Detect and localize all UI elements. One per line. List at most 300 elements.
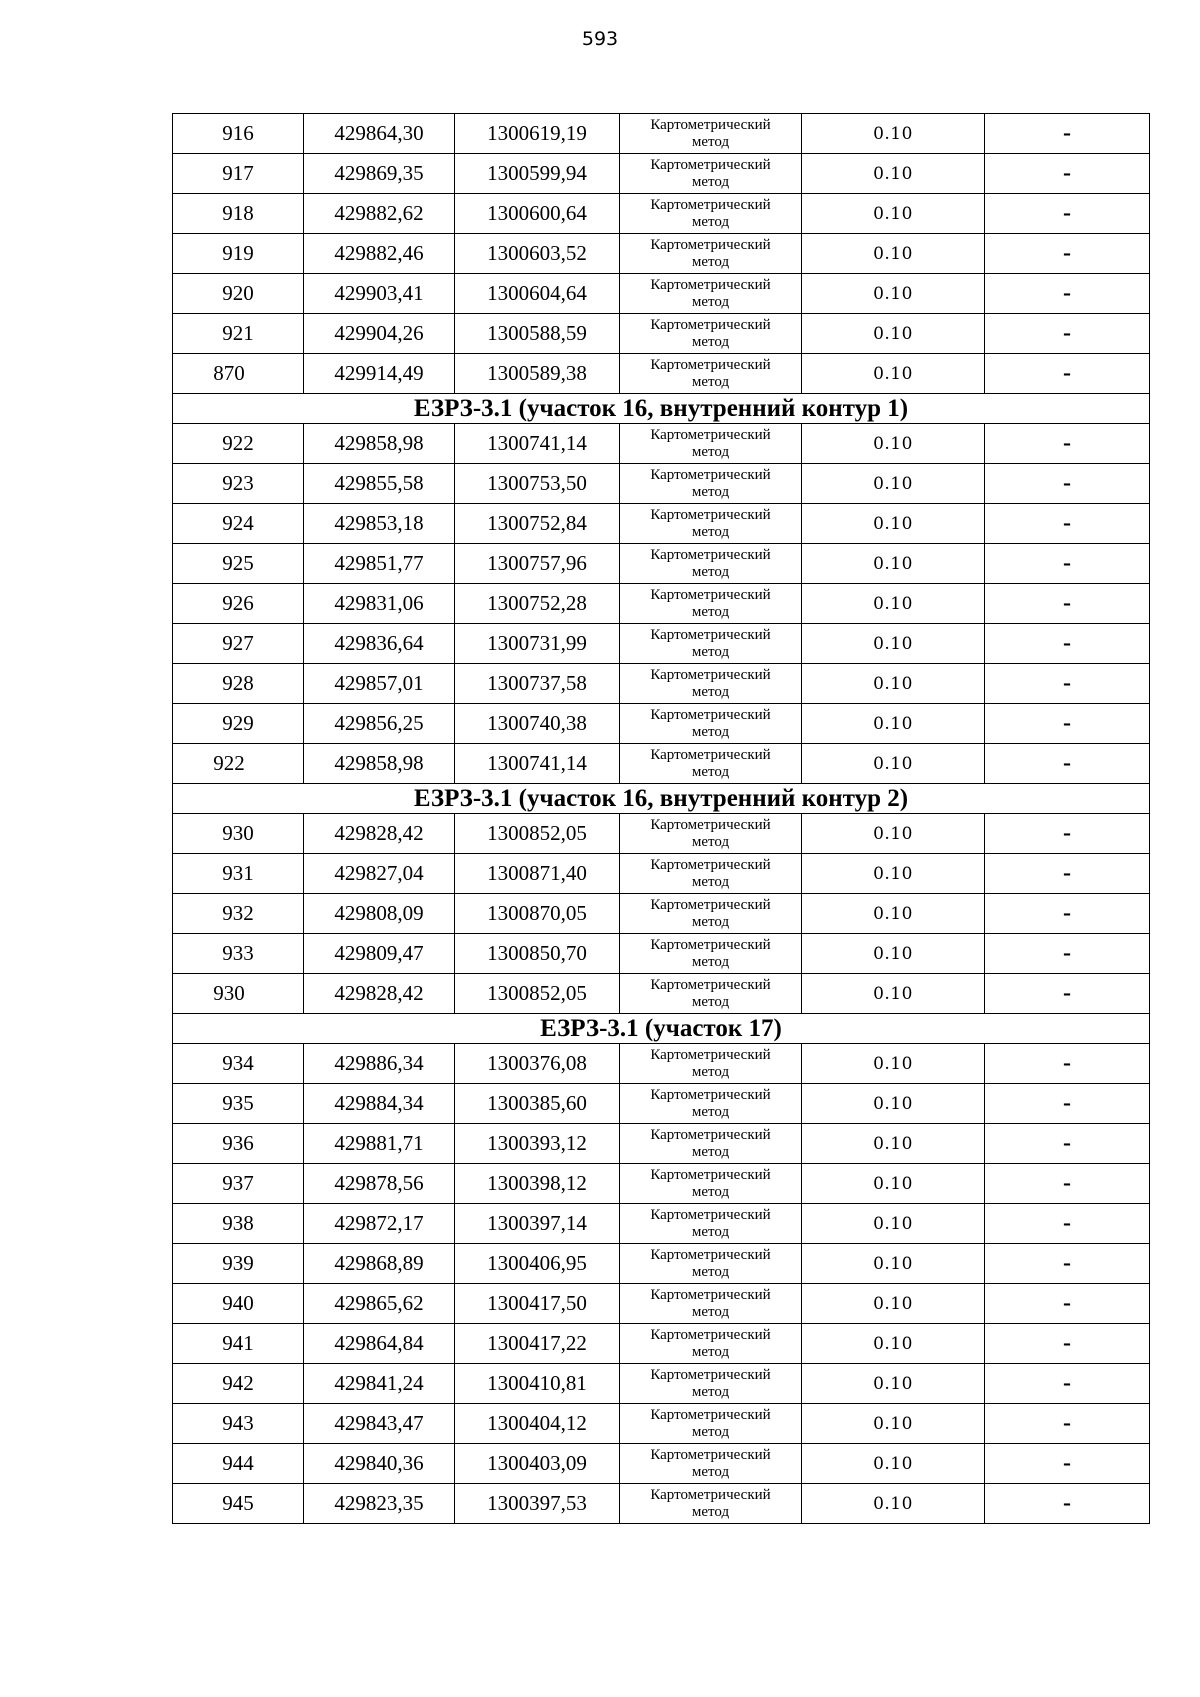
y-coordinate-cell: 1300741,14	[455, 744, 620, 784]
accuracy-cell: 0.10	[802, 584, 985, 624]
x-coordinate-cell: 429882,46	[304, 234, 455, 274]
point-number-cell: 925	[173, 544, 304, 584]
note-cell: -	[985, 854, 1150, 894]
method-line-1: Картометрический	[650, 236, 771, 253]
accuracy-cell: 0.10	[802, 664, 985, 704]
y-coordinate-cell: 1300870,05	[455, 894, 620, 934]
y-coordinate-cell: 1300404,12	[455, 1404, 620, 1444]
method-line-1: Картометрический	[650, 546, 771, 563]
accuracy-cell: 0.10	[802, 974, 985, 1014]
method-cell	[620, 1404, 802, 1444]
method-cell	[620, 744, 802, 784]
method-line-1: Картометрический	[650, 506, 771, 523]
note-cell: -	[985, 274, 1150, 314]
table-row	[173, 1364, 1150, 1404]
accuracy-cell: 0.10	[802, 114, 985, 154]
method-line-1: Картометрический	[650, 1366, 771, 1383]
point-number-cell: 924	[173, 504, 304, 544]
accuracy-cell: 0.10	[802, 1284, 985, 1324]
y-coordinate-cell: 1300589,38	[455, 354, 620, 394]
method-line-2: метод	[691, 683, 730, 700]
method-cell	[620, 114, 802, 154]
method-line-1: Картометрический	[650, 746, 771, 763]
method-cell	[620, 354, 802, 394]
table-row	[173, 934, 1150, 974]
method-line-2: метод	[691, 993, 730, 1010]
x-coordinate-cell: 429827,04	[304, 854, 455, 894]
method-cell	[620, 274, 802, 314]
x-coordinate-cell: 429836,64	[304, 624, 455, 664]
point-number-cell: 920	[173, 274, 304, 314]
method-line-2: метод	[691, 173, 730, 190]
method-line-2: метод	[691, 1343, 730, 1360]
point-number-cell: 944	[173, 1444, 304, 1484]
method-line-1: Картометрический	[650, 1206, 771, 1223]
method-line-2: метод	[691, 833, 730, 850]
point-number-cell: 870	[173, 354, 304, 394]
method-line-1: Картометрический	[650, 1446, 771, 1463]
method-cell	[620, 544, 802, 584]
accuracy-cell: 0.10	[802, 354, 985, 394]
table-row	[173, 314, 1150, 354]
method-cell	[620, 624, 802, 664]
table-row	[173, 354, 1150, 394]
note-cell: -	[985, 504, 1150, 544]
method-line-1: Картометрический	[650, 316, 771, 333]
method-cell	[620, 1204, 802, 1244]
note-cell: -	[985, 314, 1150, 354]
y-coordinate-cell: 1300852,05	[455, 814, 620, 854]
accuracy-cell: 0.10	[802, 1084, 985, 1124]
x-coordinate-cell: 429865,62	[304, 1284, 455, 1324]
accuracy-cell: 0.10	[802, 154, 985, 194]
x-coordinate-cell: 429851,77	[304, 544, 455, 584]
method-line-1: Картометрический	[650, 426, 771, 443]
method-line-2: метод	[691, 953, 730, 970]
table-row	[173, 624, 1150, 664]
method-cell	[620, 424, 802, 464]
note-cell: -	[985, 584, 1150, 624]
note-cell: -	[985, 1364, 1150, 1404]
table-row	[173, 234, 1150, 274]
method-line-2: метод	[691, 763, 730, 780]
method-line-1: Картометрический	[650, 976, 771, 993]
table-row	[173, 154, 1150, 194]
method-cell	[620, 1364, 802, 1404]
coordinates-table-body	[173, 114, 1150, 1524]
y-coordinate-cell: 1300731,99	[455, 624, 620, 664]
y-coordinate-cell: 1300850,70	[455, 934, 620, 974]
note-cell: -	[985, 1324, 1150, 1364]
y-coordinate-cell: 1300752,84	[455, 504, 620, 544]
method-line-1: Картометрический	[650, 1126, 771, 1143]
x-coordinate-cell: 429808,09	[304, 894, 455, 934]
method-cell	[620, 584, 802, 624]
method-line-1: Картометрический	[650, 356, 771, 373]
method-cell	[620, 1484, 802, 1524]
note-cell: -	[985, 1484, 1150, 1524]
x-coordinate-cell: 429857,01	[304, 664, 455, 704]
method-line-1: Картометрический	[650, 1246, 771, 1263]
x-coordinate-cell: 429858,98	[304, 744, 455, 784]
method-line-1: Картометрический	[650, 1486, 771, 1503]
y-coordinate-cell: 1300398,12	[455, 1164, 620, 1204]
method-line-1: Картометрический	[650, 666, 771, 683]
method-line-1: Картометрический	[650, 1286, 771, 1303]
note-cell: -	[985, 1124, 1150, 1164]
method-line-2: метод	[691, 483, 730, 500]
section-header-row	[173, 394, 1150, 424]
x-coordinate-cell: 429881,71	[304, 1124, 455, 1164]
point-number-cell: 918	[173, 194, 304, 234]
y-coordinate-cell: 1300753,50	[455, 464, 620, 504]
accuracy-cell: 0.10	[802, 704, 985, 744]
point-number-cell: 917	[173, 154, 304, 194]
y-coordinate-cell: 1300871,40	[455, 854, 620, 894]
method-line-1: Картометрический	[650, 896, 771, 913]
table-row	[173, 464, 1150, 504]
note-cell: -	[985, 194, 1150, 234]
note-cell: -	[985, 1084, 1150, 1124]
y-coordinate-cell: 1300600,64	[455, 194, 620, 234]
method-line-1: Картометрический	[650, 856, 771, 873]
x-coordinate-cell: 429843,47	[304, 1404, 455, 1444]
method-cell	[620, 194, 802, 234]
x-coordinate-cell: 429868,89	[304, 1244, 455, 1284]
method-line-2: метод	[691, 1143, 730, 1160]
x-coordinate-cell: 429878,56	[304, 1164, 455, 1204]
table-row	[173, 664, 1150, 704]
method-cell	[620, 1084, 802, 1124]
point-number-cell: 943	[173, 1404, 304, 1444]
y-coordinate-cell: 1300397,14	[455, 1204, 620, 1244]
table-row	[173, 504, 1150, 544]
table-row	[173, 544, 1150, 584]
point-number-cell: 929	[173, 704, 304, 744]
method-line-1: Картометрический	[650, 1086, 771, 1103]
method-line-2: метод	[691, 293, 730, 310]
note-cell: -	[985, 664, 1150, 704]
accuracy-cell: 0.10	[802, 1484, 985, 1524]
coordinates-table	[172, 113, 1150, 1524]
method-line-2: метод	[691, 1103, 730, 1120]
method-line-1: Картометрический	[650, 1326, 771, 1343]
y-coordinate-cell: 1300588,59	[455, 314, 620, 354]
table-row	[173, 1044, 1150, 1084]
table-row	[173, 744, 1150, 784]
accuracy-cell: 0.10	[802, 504, 985, 544]
note-cell: -	[985, 744, 1150, 784]
note-cell: -	[985, 1444, 1150, 1484]
note-cell: -	[985, 894, 1150, 934]
y-coordinate-cell: 1300752,28	[455, 584, 620, 624]
accuracy-cell: 0.10	[802, 1124, 985, 1164]
note-cell: -	[985, 1284, 1150, 1324]
method-line-1: Картометрический	[650, 936, 771, 953]
method-line-2: метод	[691, 1463, 730, 1480]
method-line-2: метод	[691, 1383, 730, 1400]
table-row	[173, 1124, 1150, 1164]
method-cell	[620, 894, 802, 934]
accuracy-cell: 0.10	[802, 854, 985, 894]
y-coordinate-cell: 1300397,53	[455, 1484, 620, 1524]
method-line-1: Картометрический	[650, 1046, 771, 1063]
x-coordinate-cell: 429828,42	[304, 814, 455, 854]
x-coordinate-cell: 429864,84	[304, 1324, 455, 1364]
x-coordinate-cell: 429886,34	[304, 1044, 455, 1084]
method-line-2: метод	[691, 1263, 730, 1280]
x-coordinate-cell: 429856,25	[304, 704, 455, 744]
y-coordinate-cell: 1300410,81	[455, 1364, 620, 1404]
point-number-cell: 930	[173, 814, 304, 854]
y-coordinate-cell: 1300852,05	[455, 974, 620, 1014]
method-line-1: Картометрический	[650, 586, 771, 603]
method-cell	[620, 234, 802, 274]
y-coordinate-cell: 1300403,09	[455, 1444, 620, 1484]
table-row	[173, 974, 1150, 1014]
y-coordinate-cell: 1300599,94	[455, 154, 620, 194]
accuracy-cell: 0.10	[802, 1364, 985, 1404]
method-line-2: метод	[691, 563, 730, 580]
y-coordinate-cell: 1300376,08	[455, 1044, 620, 1084]
note-cell: -	[985, 704, 1150, 744]
section-header-row	[173, 1014, 1150, 1044]
x-coordinate-cell: 429809,47	[304, 934, 455, 974]
method-line-2: метод	[691, 1303, 730, 1320]
x-coordinate-cell: 429914,49	[304, 354, 455, 394]
method-line-2: метод	[691, 213, 730, 230]
table-row	[173, 1284, 1150, 1324]
section-header-row	[173, 784, 1150, 814]
method-line-1: Картометрический	[650, 116, 771, 133]
table-row	[173, 894, 1150, 934]
note-cell: -	[985, 1404, 1150, 1444]
method-line-2: метод	[691, 333, 730, 350]
accuracy-cell: 0.10	[802, 1324, 985, 1364]
method-line-2: метод	[691, 913, 730, 930]
x-coordinate-cell: 429903,41	[304, 274, 455, 314]
y-coordinate-cell: 1300619,19	[455, 114, 620, 154]
x-coordinate-cell: 429882,62	[304, 194, 455, 234]
point-number-cell: 936	[173, 1124, 304, 1164]
accuracy-cell: 0.10	[802, 1044, 985, 1084]
method-cell	[620, 934, 802, 974]
table-row	[173, 1244, 1150, 1284]
method-line-1: Картометрический	[650, 466, 771, 483]
table-row	[173, 814, 1150, 854]
method-cell	[620, 314, 802, 354]
y-coordinate-cell: 1300417,50	[455, 1284, 620, 1324]
note-cell: -	[985, 624, 1150, 664]
point-number-cell: 942	[173, 1364, 304, 1404]
x-coordinate-cell: 429823,35	[304, 1484, 455, 1524]
method-cell	[620, 664, 802, 704]
point-number-cell: 934	[173, 1044, 304, 1084]
accuracy-cell: 0.10	[802, 1244, 985, 1284]
method-cell	[620, 974, 802, 1014]
note-cell: -	[985, 234, 1150, 274]
accuracy-cell: 0.10	[802, 314, 985, 354]
note-cell: -	[985, 814, 1150, 854]
x-coordinate-cell: 429853,18	[304, 504, 455, 544]
accuracy-cell: 0.10	[802, 814, 985, 854]
method-cell	[620, 854, 802, 894]
method-cell	[620, 1124, 802, 1164]
table-row	[173, 1084, 1150, 1124]
point-number-cell: 923	[173, 464, 304, 504]
method-cell	[620, 1324, 802, 1364]
note-cell: -	[985, 1204, 1150, 1244]
method-line-1: Картометрический	[650, 156, 771, 173]
method-line-1: Картометрический	[650, 706, 771, 723]
x-coordinate-cell: 429864,30	[304, 114, 455, 154]
x-coordinate-cell: 429858,98	[304, 424, 455, 464]
y-coordinate-cell: 1300741,14	[455, 424, 620, 464]
accuracy-cell: 0.10	[802, 234, 985, 274]
point-number-cell: 940	[173, 1284, 304, 1324]
note-cell: -	[985, 464, 1150, 504]
method-cell	[620, 1444, 802, 1484]
x-coordinate-cell: 429840,36	[304, 1444, 455, 1484]
table-row	[173, 114, 1150, 154]
accuracy-cell: 0.10	[802, 424, 985, 464]
y-coordinate-cell: 1300604,64	[455, 274, 620, 314]
method-cell	[620, 1164, 802, 1204]
accuracy-cell: 0.10	[802, 1404, 985, 1444]
note-cell: -	[985, 974, 1150, 1014]
point-number-cell: 921	[173, 314, 304, 354]
y-coordinate-cell: 1300417,22	[455, 1324, 620, 1364]
point-number-cell: 939	[173, 1244, 304, 1284]
x-coordinate-cell: 429884,34	[304, 1084, 455, 1124]
method-line-2: метод	[691, 1223, 730, 1240]
table-row	[173, 274, 1150, 314]
method-line-2: метод	[691, 253, 730, 270]
accuracy-cell: 0.10	[802, 894, 985, 934]
table-row	[173, 1404, 1150, 1444]
method-cell	[620, 464, 802, 504]
table-row	[173, 584, 1150, 624]
point-number-cell: 926	[173, 584, 304, 624]
table-row	[173, 854, 1150, 894]
point-number-cell: 941	[173, 1324, 304, 1364]
point-number-cell: 930	[173, 974, 304, 1014]
accuracy-cell: 0.10	[802, 464, 985, 504]
point-number-cell: 927	[173, 624, 304, 664]
method-cell	[620, 1044, 802, 1084]
method-line-1: Картометрический	[650, 276, 771, 293]
y-coordinate-cell: 1300603,52	[455, 234, 620, 274]
table-row	[173, 424, 1150, 464]
accuracy-cell: 0.10	[802, 744, 985, 784]
note-cell: -	[985, 544, 1150, 584]
method-line-2: метод	[691, 603, 730, 620]
y-coordinate-cell: 1300740,38	[455, 704, 620, 744]
table-row	[173, 194, 1150, 234]
method-line-2: метод	[691, 1423, 730, 1440]
table-row	[173, 704, 1150, 744]
method-line-2: метод	[691, 723, 730, 740]
accuracy-cell: 0.10	[802, 1444, 985, 1484]
point-number-cell: 922	[173, 744, 304, 784]
point-number-cell: 932	[173, 894, 304, 934]
y-coordinate-cell: 1300757,96	[455, 544, 620, 584]
point-number-cell: 945	[173, 1484, 304, 1524]
method-line-2: метод	[691, 523, 730, 540]
point-number-cell: 922	[173, 424, 304, 464]
y-coordinate-cell: 1300406,95	[455, 1244, 620, 1284]
table-row	[173, 1324, 1150, 1364]
table-row	[173, 1164, 1150, 1204]
point-number-cell: 919	[173, 234, 304, 274]
method-line-2: метод	[691, 1183, 730, 1200]
accuracy-cell: 0.10	[802, 1204, 985, 1244]
method-cell	[620, 1244, 802, 1284]
x-coordinate-cell: 429828,42	[304, 974, 455, 1014]
section-title: ЕЗРЗ-3.1 (участок 16, внутренний контур 2)	[173, 784, 1150, 814]
method-line-2: метод	[691, 1503, 730, 1520]
method-line-1: Картометрический	[650, 1406, 771, 1423]
y-coordinate-cell: 1300393,12	[455, 1124, 620, 1164]
x-coordinate-cell: 429872,17	[304, 1204, 455, 1244]
point-number-cell: 916	[173, 114, 304, 154]
point-number-cell: 933	[173, 934, 304, 974]
x-coordinate-cell: 429855,58	[304, 464, 455, 504]
page-number: 593	[581, 28, 619, 50]
accuracy-cell: 0.10	[802, 274, 985, 314]
note-cell: -	[985, 934, 1150, 974]
point-number-cell: 937	[173, 1164, 304, 1204]
note-cell: -	[985, 424, 1150, 464]
note-cell: -	[985, 354, 1150, 394]
method-cell	[620, 814, 802, 854]
method-cell	[620, 154, 802, 194]
table-row	[173, 1484, 1150, 1524]
method-line-2: метод	[691, 1063, 730, 1080]
method-cell	[620, 1284, 802, 1324]
note-cell: -	[985, 1244, 1150, 1284]
method-line-2: метод	[691, 373, 730, 390]
method-line-1: Картометрический	[650, 626, 771, 643]
x-coordinate-cell: 429869,35	[304, 154, 455, 194]
point-number-cell: 935	[173, 1084, 304, 1124]
accuracy-cell: 0.10	[802, 934, 985, 974]
method-line-2: метод	[691, 443, 730, 460]
y-coordinate-cell: 1300385,60	[455, 1084, 620, 1124]
method-cell	[620, 504, 802, 544]
section-title: ЕЗРЗ-3.1 (участок 16, внутренний контур 1)	[173, 394, 1150, 424]
note-cell: -	[985, 1164, 1150, 1204]
x-coordinate-cell: 429841,24	[304, 1364, 455, 1404]
x-coordinate-cell: 429831,06	[304, 584, 455, 624]
method-cell	[620, 704, 802, 744]
method-line-1: Картометрический	[650, 1166, 771, 1183]
point-number-cell: 938	[173, 1204, 304, 1244]
y-coordinate-cell: 1300737,58	[455, 664, 620, 704]
method-line-2: метод	[691, 873, 730, 890]
method-line-2: метод	[691, 133, 730, 150]
note-cell: -	[985, 114, 1150, 154]
method-line-1: Картометрический	[650, 196, 771, 213]
point-number-cell: 928	[173, 664, 304, 704]
method-line-2: метод	[691, 643, 730, 660]
accuracy-cell: 0.10	[802, 194, 985, 234]
x-coordinate-cell: 429904,26	[304, 314, 455, 354]
method-line-1: Картометрический	[650, 816, 771, 833]
point-number-cell: 931	[173, 854, 304, 894]
table-row	[173, 1204, 1150, 1244]
section-title: ЕЗРЗ-3.1 (участок 17)	[173, 1014, 1150, 1044]
